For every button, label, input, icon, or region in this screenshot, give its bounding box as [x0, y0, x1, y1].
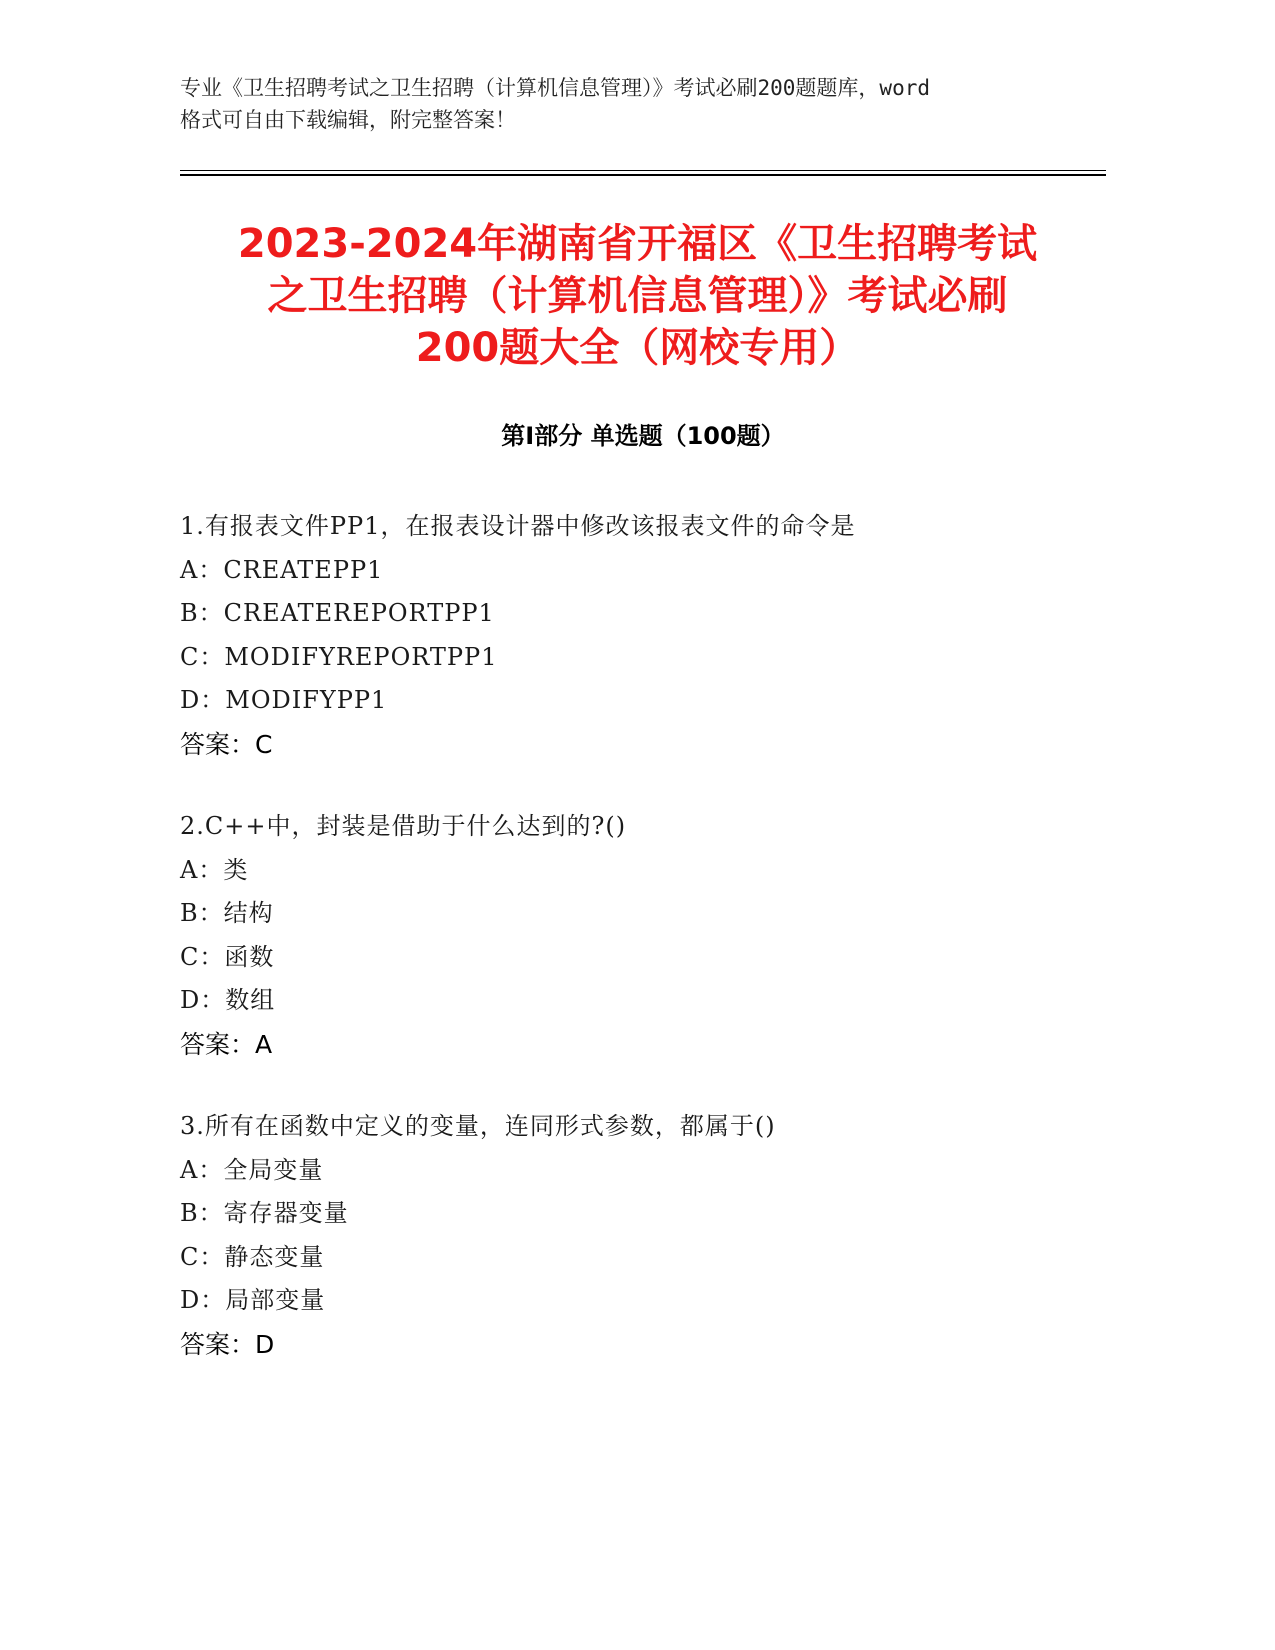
- option-b: B：结构: [180, 899, 274, 927]
- question-item: [180, 1105, 1106, 1366]
- option-c: C：函数: [180, 942, 275, 971]
- header-note-line: 专业《卫生招聘考试之卫生招聘（计算机信息管理）》考试必刷200题题库，word: [180, 76, 930, 100]
- option-d: D：MODIFYPP1: [180, 686, 388, 714]
- title-line: 200题大全（网校专用）: [415, 325, 860, 371]
- header-note-line: 格式可自由下载编辑，附完整答案！: [180, 108, 516, 132]
- title-line: 2023-2024年湖南省开福区《卫生招聘考试: [237, 221, 1038, 267]
- answer: 答案：A: [180, 1029, 273, 1059]
- option-c: C：静态变量: [180, 1242, 325, 1271]
- answer: 答案：D: [180, 1329, 275, 1359]
- question-stem: 1.有报表文件PP1，在报表设计器中修改该报表文件的命令是: [180, 512, 856, 540]
- option-d: D：数组: [180, 986, 276, 1014]
- title-line: 之卫生招聘（计算机信息管理）》考试必刷: [267, 273, 1008, 319]
- question-stem: 3.所有在函数中定义的变量，连同形式参数，都属于(): [180, 1112, 776, 1140]
- option-a: A：CREATEPP1: [180, 555, 384, 584]
- option-c: C：MODIFYREPORTPP1: [180, 642, 498, 671]
- option-d: D：局部变量: [180, 1286, 326, 1314]
- option-b: B：CREATEREPORTPP1: [180, 599, 495, 627]
- option-a: A：类: [180, 855, 249, 884]
- part-title: 第Ⅰ部分 单选题（100题）: [501, 422, 785, 450]
- question-stem: 2.C++中，封装是借助于什么达到的?(): [180, 812, 627, 840]
- question-item: [180, 805, 1106, 1066]
- option-a: A：全局变量: [180, 1155, 324, 1184]
- document-title: [120, 218, 1155, 374]
- header-divider-thin: [180, 170, 1106, 171]
- question-list: [180, 505, 1106, 1405]
- question-item: [180, 505, 1106, 766]
- option-b: B：寄存器变量: [180, 1199, 349, 1227]
- header-divider-thick: [180, 174, 1106, 176]
- header-note: [180, 72, 1060, 136]
- answer: 答案：C: [180, 729, 273, 759]
